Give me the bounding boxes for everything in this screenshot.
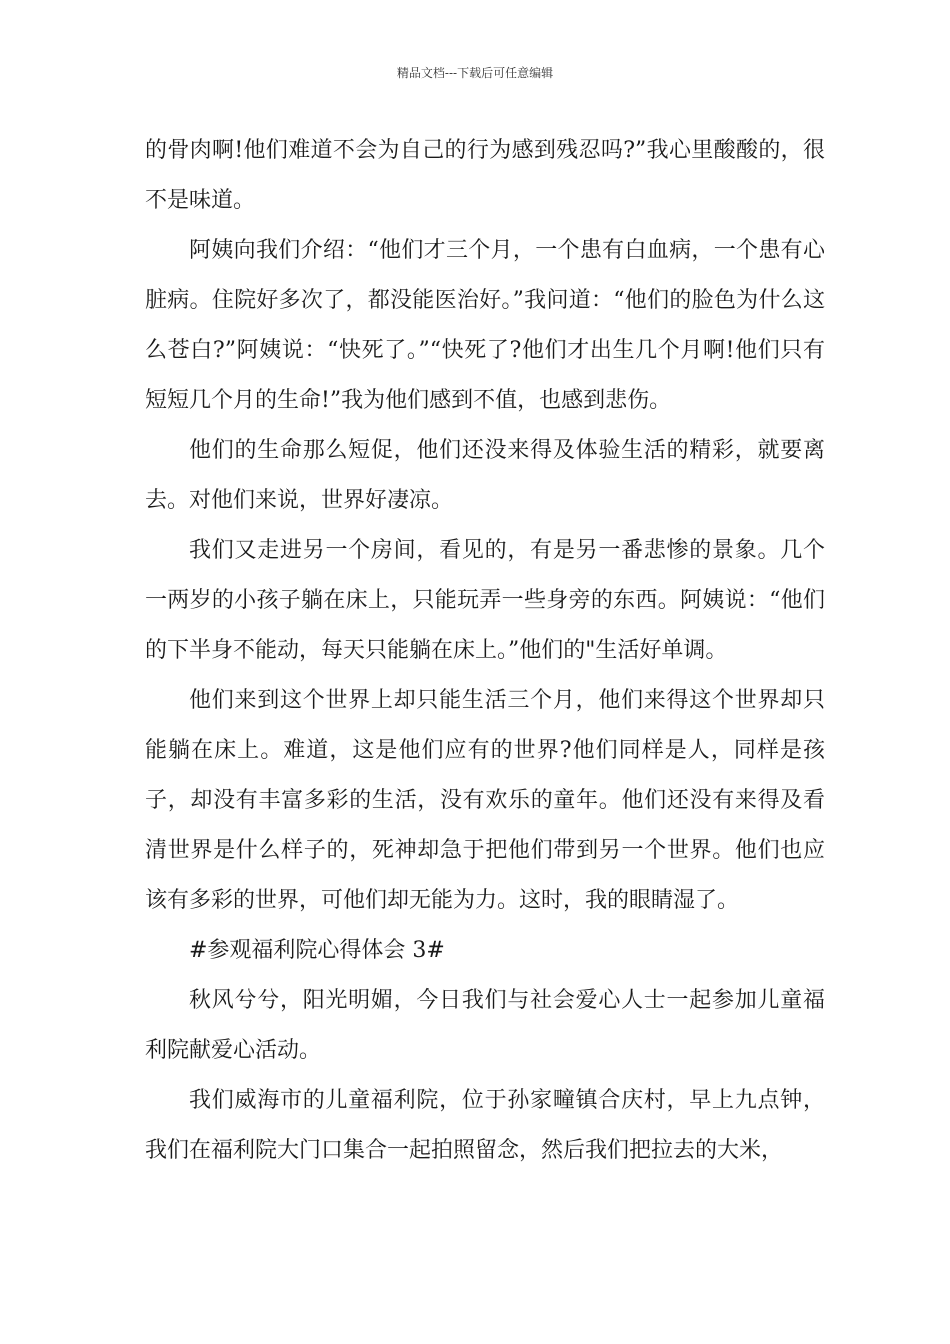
paragraph: 他们的生命那么短促，他们还没来得及体验生活的精彩，就要离去。对他们来说，世界好凄凉。 xyxy=(145,438,825,513)
paragraph: 我们又走进另一个房间，看见的，有是另一番悲惨的景象。几个一两岁的小孩子躺在床上，只能玩弄一些身旁的东西。阿姨说：“他们的下半身不能动，每天只能躺在床上。”他们的"生活好单调。 xyxy=(145,538,825,663)
paragraph: 我们威海市的儿童福利院，位于孙家疃镇合庆村，早上九点钟，我们在福利院大门口集合一起拍照留念，然后我们把拉去的大米， xyxy=(145,1088,825,1163)
page-header: 精品文档---下载后可任意编辑 xyxy=(396,66,554,80)
document-body xyxy=(145,126,825,1176)
paragraph: 他们来到这个世界上却只能生活三个月，他们来得这个世界却只能躺在床上。难道，这是他们应有的世界?他们同样是人，同样是孩子，却没有丰富多彩的生活，没有欢乐的童年。他们还没有来得及看清世界是什么样子的，死神却急于把他们带到另一个世界。他们也应该有多彩的世界，可他们却无能为力。这时，我的眼睛湿了。 xyxy=(145,688,825,913)
paragraph: 秋风兮兮，阳光明媚，今日我们与社会爱心人士一起参加儿童福利院献爱心活动。 xyxy=(145,988,825,1063)
paragraph: 阿姨向我们介绍：“他们才三个月，一个患有白血病，一个患有心脏病。住院好多次了，都没能医治好。”我问道：“他们的脸色为什么这么苍白?”阿姨说：“快死了。”“快死了?他们才出生几个月啊!他们只有短短几个月的生命!”我为他们感到不值，也感到悲伤。 xyxy=(145,238,825,413)
section-heading: #参观福利院心得体会 3# xyxy=(189,938,445,963)
paragraph-continued: 的骨肉啊!他们难道不会为自己的行为感到残忍吗?”我心里酸酸的，很不是味道。 xyxy=(145,138,825,213)
